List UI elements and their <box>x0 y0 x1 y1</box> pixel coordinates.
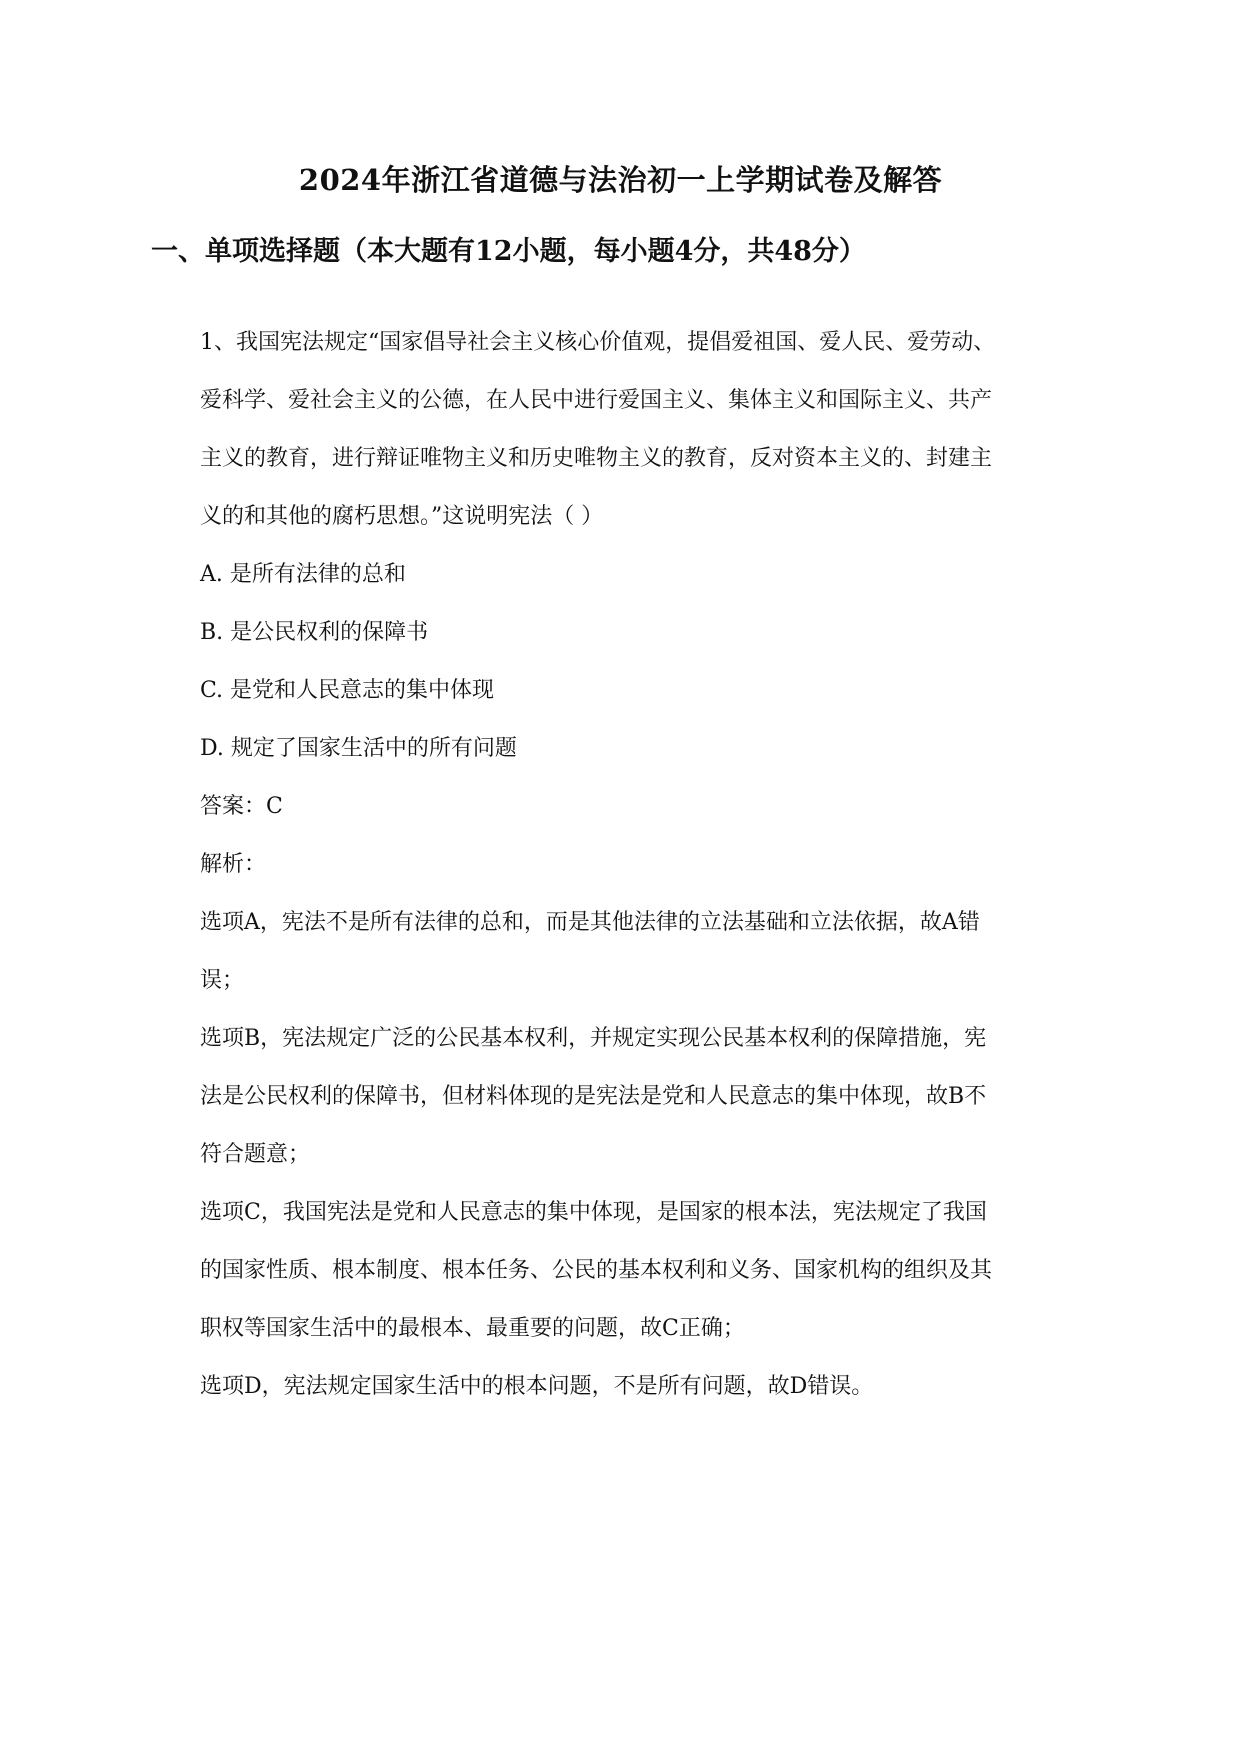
section-heading: 一、单项选择题（本大题有12小题，每小题4分，共48分） <box>151 236 866 267</box>
option-d: D. 规定了国家生活中的所有问题 <box>200 736 517 761</box>
analysis-line: 法是公民权利的保障书，但材料体现的是宪法是党和人民意志的集中体现，故B不 <box>200 1084 987 1109</box>
question-stem-line: 1、我国宪法规定“国家倡导社会主义核心价值观，提倡爱祖国、爱人民、爱劳动、 <box>200 330 996 355</box>
document-title: 2024年浙江省道德与法治初一上学期试卷及解答 <box>298 163 943 197</box>
option-a: A. 是所有法律的总和 <box>200 562 406 587</box>
option-b: B. 是公民权利的保障书 <box>200 620 429 645</box>
question-stem-line: 主义的教育，进行辩证唯物主义和历史唯物主义的教育，反对资本主义的、封建主 <box>200 446 993 471</box>
analysis-line: 选项A，宪法不是所有法律的总和，而是其他法律的立法基础和立法依据，故A错 <box>200 910 980 935</box>
analysis-label: 解析： <box>200 852 267 877</box>
question-stem-line: 爱科学、爱社会主义的公德，在人民中进行爱国主义、集体主义和国际主义、共产 <box>200 388 993 413</box>
option-c: C. 是党和人民意志的集中体现 <box>200 678 495 703</box>
analysis-line: 的国家性质、根本制度、根本任务、公民的基本权利和义务、国家机构的组织及其 <box>200 1258 993 1283</box>
analysis-line: 选项D，宪法规定国家生活中的根本问题，不是所有问题，故D错误。 <box>200 1374 874 1399</box>
analysis-line: 选项B，宪法规定广泛的公民基本权利，并规定实现公民基本权利的保障措施，宪 <box>200 1026 987 1051</box>
analysis-line: 选项C，我国宪法是党和人民意志的集中体现，是国家的根本法，宪法规定了我国 <box>200 1200 987 1225</box>
answer-text: 答案：C <box>200 794 283 819</box>
analysis-line: 符合题意； <box>200 1142 311 1167</box>
analysis-line: 误； <box>200 968 245 993</box>
question-stem-line: 义的和其他的腐朽思想。”这说明宪法（ ） <box>200 504 604 529</box>
analysis-line: 职权等国家生活中的最根本、最重要的问题，故C正确； <box>200 1316 745 1341</box>
